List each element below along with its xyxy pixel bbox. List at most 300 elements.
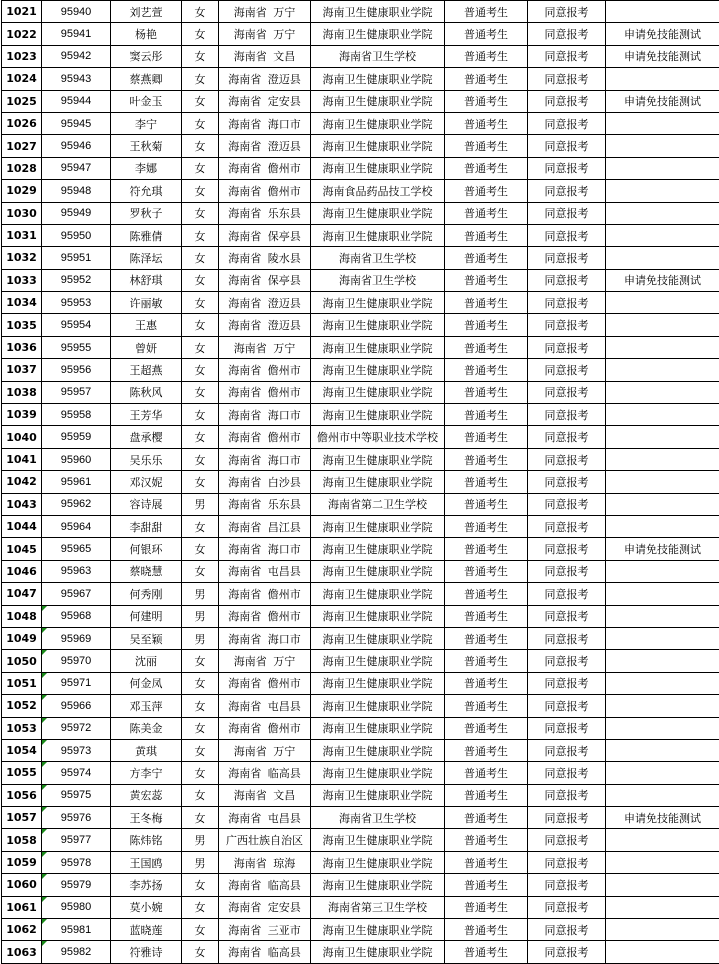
- table-row: [2, 739, 719, 761]
- table-row: [2, 1, 719, 23]
- school-cell: 海南卫生健康职业学院: [311, 695, 445, 717]
- school-cell: 海南卫生健康职业学院: [311, 157, 445, 179]
- table-row: [2, 919, 719, 941]
- gender-cell: 男: [182, 583, 219, 605]
- approval-status-cell: 同意报考: [528, 583, 606, 605]
- table-row: [2, 784, 719, 806]
- approval-status-cell: 同意报考: [528, 448, 606, 470]
- note-cell: [606, 180, 719, 202]
- exam-id-text: 95980: [61, 901, 92, 913]
- note-cell: [606, 941, 719, 963]
- table-row: [2, 135, 719, 157]
- error-indicator-icon: [42, 807, 47, 812]
- error-indicator-icon: [42, 897, 47, 902]
- exam-id-cell: [42, 605, 111, 627]
- approval-status-cell: 同意报考: [528, 471, 606, 493]
- region-cell: 海南省 海口市: [219, 404, 311, 426]
- region-cell: 海南省 儋州市: [219, 605, 311, 627]
- gender-cell: 女: [182, 941, 219, 963]
- sequence-number-cell: 1044: [2, 515, 42, 537]
- approval-status-cell: 同意报考: [528, 381, 606, 403]
- approval-status-cell: 同意报考: [528, 269, 606, 291]
- note-cell: [606, 672, 719, 694]
- gender-cell: 女: [182, 202, 219, 224]
- gender-cell: 女: [182, 292, 219, 314]
- note-cell: [606, 471, 719, 493]
- approval-status-cell: 同意报考: [528, 851, 606, 873]
- error-indicator-icon: [42, 785, 47, 790]
- region-cell: 海南省 澄迈县: [219, 292, 311, 314]
- region-cell: 海南省 儋州市: [219, 157, 311, 179]
- table-row: [2, 807, 719, 829]
- sequence-number-cell: 1031: [2, 224, 42, 246]
- approval-status-cell: 同意报考: [528, 68, 606, 90]
- name-cell: 符允琪: [111, 180, 182, 202]
- exam-id-cell: 95962: [42, 493, 111, 515]
- approval-status-cell: 同意报考: [528, 1, 606, 23]
- note-cell: [606, 157, 719, 179]
- table-row: [2, 202, 719, 224]
- school-cell: 海南省第三卫生学校: [311, 896, 445, 918]
- sequence-number-cell: 1055: [2, 762, 42, 784]
- region-cell: 海南省 澄迈县: [219, 314, 311, 336]
- name-cell: 何秀刚: [111, 583, 182, 605]
- approval-status-cell: 同意报考: [528, 919, 606, 941]
- exam-id-text: 95972: [61, 722, 92, 734]
- gender-cell: 女: [182, 23, 219, 45]
- sequence-number-cell: 1050: [2, 650, 42, 672]
- exam-id-cell: [42, 874, 111, 896]
- candidate-type-cell: 普通考生: [445, 68, 528, 90]
- school-cell: 海南卫生健康职业学院: [311, 90, 445, 112]
- candidate-type-cell: 普通考生: [445, 650, 528, 672]
- table-row: [2, 359, 719, 381]
- exam-id-cell: 95958: [42, 404, 111, 426]
- note-cell: 申请免技能测试: [606, 807, 719, 829]
- sequence-number-cell: 1025: [2, 90, 42, 112]
- exam-id-cell: 95948: [42, 180, 111, 202]
- note-cell: [606, 404, 719, 426]
- school-cell: 海南卫生健康职业学院: [311, 292, 445, 314]
- gender-cell: 男: [182, 829, 219, 851]
- region-cell: 海南省 海口市: [219, 448, 311, 470]
- sequence-number-cell: 1041: [2, 448, 42, 470]
- exam-id-text: 95976: [61, 812, 92, 824]
- table-row: [2, 404, 719, 426]
- school-cell: 海南卫生健康职业学院: [311, 605, 445, 627]
- note-cell: [606, 493, 719, 515]
- applicant-table: [1, 0, 719, 964]
- gender-cell: 女: [182, 807, 219, 829]
- school-cell: 海南卫生健康职业学院: [311, 829, 445, 851]
- candidate-type-cell: 普通考生: [445, 762, 528, 784]
- candidate-type-cell: 普通考生: [445, 919, 528, 941]
- table-row: [2, 672, 719, 694]
- approval-status-cell: 同意报考: [528, 493, 606, 515]
- name-cell: 叶金玉: [111, 90, 182, 112]
- gender-cell: 女: [182, 784, 219, 806]
- note-cell: [606, 851, 719, 873]
- candidate-type-cell: 普通考生: [445, 23, 528, 45]
- school-cell: 海南省卫生学校: [311, 45, 445, 67]
- sequence-number-cell: 1062: [2, 919, 42, 941]
- table-row: [2, 68, 719, 90]
- sequence-number-cell: 1034: [2, 292, 42, 314]
- table-row: [2, 23, 719, 45]
- approval-status-cell: 同意报考: [528, 112, 606, 134]
- name-cell: 陈美金: [111, 717, 182, 739]
- name-cell: 吴乐乐: [111, 448, 182, 470]
- note-cell: [606, 292, 719, 314]
- gender-cell: 女: [182, 45, 219, 67]
- sequence-number-cell: 1061: [2, 896, 42, 918]
- approval-status-cell: 同意报考: [528, 762, 606, 784]
- name-cell: 李宁: [111, 112, 182, 134]
- error-indicator-icon: [42, 628, 47, 633]
- name-cell: 李娜: [111, 157, 182, 179]
- exam-id-text: 95971: [61, 677, 92, 689]
- note-cell: [606, 784, 719, 806]
- gender-cell: 男: [182, 493, 219, 515]
- sequence-number-cell: 1023: [2, 45, 42, 67]
- sequence-number-cell: 1037: [2, 359, 42, 381]
- school-cell: 海南省第二卫生学校: [311, 493, 445, 515]
- region-cell: 海南省 儋州市: [219, 381, 311, 403]
- sequence-number-cell: 1026: [2, 112, 42, 134]
- candidate-type-cell: 普通考生: [445, 851, 528, 873]
- exam-id-cell: [42, 919, 111, 941]
- error-indicator-icon: [42, 941, 47, 946]
- exam-id-cell: 95947: [42, 157, 111, 179]
- region-cell: 海南省 白沙县: [219, 471, 311, 493]
- candidate-type-cell: 普通考生: [445, 404, 528, 426]
- note-cell: 申请免技能测试: [606, 269, 719, 291]
- table-row: [2, 941, 719, 963]
- sequence-number-cell: 1042: [2, 471, 42, 493]
- region-cell: 海南省 保亭县: [219, 269, 311, 291]
- approval-status-cell: 同意报考: [528, 157, 606, 179]
- exam-id-cell: 95965: [42, 538, 111, 560]
- gender-cell: 女: [182, 695, 219, 717]
- candidate-type-cell: 普通考生: [445, 941, 528, 963]
- exam-id-cell: 95951: [42, 247, 111, 269]
- note-cell: [606, 583, 719, 605]
- school-cell: 海南卫生健康职业学院: [311, 448, 445, 470]
- name-cell: 王惠: [111, 314, 182, 336]
- note-cell: [606, 695, 719, 717]
- name-cell: 陈泽坛: [111, 247, 182, 269]
- candidate-type-cell: 普通考生: [445, 202, 528, 224]
- approval-status-cell: 同意报考: [528, 292, 606, 314]
- note-cell: [606, 896, 719, 918]
- table-row: [2, 762, 719, 784]
- region-cell: 海南省 万宁: [219, 23, 311, 45]
- sequence-number-cell: 1046: [2, 560, 42, 582]
- error-indicator-icon: [42, 650, 47, 655]
- table-row: [2, 560, 719, 582]
- candidate-type-cell: 普通考生: [445, 538, 528, 560]
- school-cell: 海南卫生健康职业学院: [311, 650, 445, 672]
- gender-cell: 男: [182, 851, 219, 873]
- exam-id-cell: 95967: [42, 583, 111, 605]
- note-cell: 申请免技能测试: [606, 45, 719, 67]
- approval-status-cell: 同意报考: [528, 560, 606, 582]
- name-cell: 邓汉妮: [111, 471, 182, 493]
- exam-id-cell: 95941: [42, 23, 111, 45]
- sequence-number-cell: 1049: [2, 627, 42, 649]
- error-indicator-icon: [42, 762, 47, 767]
- exam-id-text: 95977: [61, 834, 92, 846]
- candidate-type-cell: 普通考生: [445, 45, 528, 67]
- school-cell: 海南卫生健康职业学院: [311, 68, 445, 90]
- gender-cell: 女: [182, 359, 219, 381]
- error-indicator-icon: [42, 740, 47, 745]
- school-cell: 海南省卫生学校: [311, 807, 445, 829]
- note-cell: [606, 68, 719, 90]
- name-cell: 杨艳: [111, 23, 182, 45]
- table-body: [2, 1, 719, 964]
- candidate-type-cell: 普通考生: [445, 359, 528, 381]
- exam-id-text: 95975: [61, 789, 92, 801]
- sequence-number-cell: 1057: [2, 807, 42, 829]
- note-cell: [606, 112, 719, 134]
- sequence-number-cell: 1039: [2, 404, 42, 426]
- candidate-type-cell: 普通考生: [445, 739, 528, 761]
- school-cell: 海南卫生健康职业学院: [311, 627, 445, 649]
- error-indicator-icon: [42, 695, 47, 700]
- exam-id-text: 95982: [61, 946, 92, 958]
- school-cell: 海南卫生健康职业学院: [311, 1, 445, 23]
- note-cell: [606, 560, 719, 582]
- region-cell: 海南省 万宁: [219, 336, 311, 358]
- name-cell: 沈丽: [111, 650, 182, 672]
- exam-id-cell: [42, 762, 111, 784]
- note-cell: [606, 381, 719, 403]
- candidate-type-cell: 普通考生: [445, 874, 528, 896]
- candidate-type-cell: 普通考生: [445, 381, 528, 403]
- school-cell: 海南卫生健康职业学院: [311, 224, 445, 246]
- gender-cell: 女: [182, 90, 219, 112]
- error-indicator-icon: [42, 829, 47, 834]
- school-cell: 海南卫生健康职业学院: [311, 919, 445, 941]
- approval-status-cell: 同意报考: [528, 739, 606, 761]
- gender-cell: 女: [182, 672, 219, 694]
- candidate-type-cell: 普通考生: [445, 336, 528, 358]
- candidate-type-cell: 普通考生: [445, 829, 528, 851]
- gender-cell: 女: [182, 538, 219, 560]
- school-cell: 海南卫生健康职业学院: [311, 538, 445, 560]
- approval-status-cell: 同意报考: [528, 314, 606, 336]
- name-cell: 何银环: [111, 538, 182, 560]
- candidate-type-cell: 普通考生: [445, 583, 528, 605]
- candidate-type-cell: 普通考生: [445, 269, 528, 291]
- exam-id-cell: 95957: [42, 381, 111, 403]
- school-cell: 海南卫生健康职业学院: [311, 202, 445, 224]
- name-cell: 吴至颖: [111, 627, 182, 649]
- sequence-number-cell: 1028: [2, 157, 42, 179]
- name-cell: 黄琪: [111, 739, 182, 761]
- region-cell: 海南省 保亭县: [219, 224, 311, 246]
- exam-id-text: 95969: [61, 633, 92, 645]
- exam-id-text: 95966: [61, 700, 92, 712]
- table-row: [2, 583, 719, 605]
- gender-cell: 女: [182, 112, 219, 134]
- note-cell: [606, 359, 719, 381]
- approval-status-cell: 同意报考: [528, 829, 606, 851]
- note-cell: 申请免技能测试: [606, 23, 719, 45]
- school-cell: 海南卫生健康职业学院: [311, 135, 445, 157]
- exam-id-cell: 95954: [42, 314, 111, 336]
- school-cell: 海南卫生健康职业学院: [311, 359, 445, 381]
- sequence-number-cell: 1051: [2, 672, 42, 694]
- table-row: [2, 851, 719, 873]
- region-cell: 海南省 昌江县: [219, 515, 311, 537]
- candidate-type-cell: 普通考生: [445, 695, 528, 717]
- sequence-number-cell: 1032: [2, 247, 42, 269]
- approval-status-cell: 同意报考: [528, 695, 606, 717]
- sequence-number-cell: 1036: [2, 336, 42, 358]
- table-row: [2, 224, 719, 246]
- school-cell: 海南卫生健康职业学院: [311, 314, 445, 336]
- table-row: [2, 157, 719, 179]
- name-cell: 盘承樱: [111, 426, 182, 448]
- region-cell: 海南省 海口市: [219, 112, 311, 134]
- name-cell: 王国鸥: [111, 851, 182, 873]
- approval-status-cell: 同意报考: [528, 23, 606, 45]
- note-cell: [606, 336, 719, 358]
- sequence-number-cell: 1043: [2, 493, 42, 515]
- error-indicator-icon: [42, 606, 47, 611]
- name-cell: 符雅诗: [111, 941, 182, 963]
- candidate-type-cell: 普通考生: [445, 1, 528, 23]
- region-cell: 广西壮族自治区: [219, 829, 311, 851]
- note-cell: [606, 650, 719, 672]
- candidate-type-cell: 普通考生: [445, 717, 528, 739]
- name-cell: 许丽敏: [111, 292, 182, 314]
- sequence-number-cell: 1058: [2, 829, 42, 851]
- sequence-number-cell: 1056: [2, 784, 42, 806]
- table-row: [2, 292, 719, 314]
- note-cell: 申请免技能测试: [606, 90, 719, 112]
- note-cell: [606, 202, 719, 224]
- name-cell: 莫小婉: [111, 896, 182, 918]
- exam-id-cell: 95964: [42, 515, 111, 537]
- exam-id-cell: 95953: [42, 292, 111, 314]
- school-cell: 海南卫生健康职业学院: [311, 381, 445, 403]
- exam-id-cell: [42, 650, 111, 672]
- region-cell: 海南省 文昌: [219, 784, 311, 806]
- candidate-type-cell: 普通考生: [445, 807, 528, 829]
- exam-id-cell: [42, 851, 111, 873]
- name-cell: 曾妍: [111, 336, 182, 358]
- gender-cell: 女: [182, 180, 219, 202]
- sequence-number-cell: 1035: [2, 314, 42, 336]
- sequence-number-cell: 1024: [2, 68, 42, 90]
- exam-id-cell: [42, 627, 111, 649]
- region-cell: 海南省 乐东县: [219, 202, 311, 224]
- region-cell: 海南省 万宁: [219, 650, 311, 672]
- exam-id-cell: 95945: [42, 112, 111, 134]
- candidate-type-cell: 普通考生: [445, 515, 528, 537]
- exam-id-cell: 95943: [42, 68, 111, 90]
- name-cell: 蓝晓莲: [111, 919, 182, 941]
- region-cell: 海南省 临高县: [219, 762, 311, 784]
- approval-status-cell: 同意报考: [528, 896, 606, 918]
- approval-status-cell: 同意报考: [528, 538, 606, 560]
- error-indicator-icon: [42, 673, 47, 678]
- note-cell: [606, 448, 719, 470]
- exam-id-text: 95970: [61, 655, 92, 667]
- table-row: [2, 471, 719, 493]
- region-cell: 海南省 儋州市: [219, 359, 311, 381]
- exam-id-cell: [42, 695, 111, 717]
- sequence-number-cell: 1030: [2, 202, 42, 224]
- exam-id-cell: 95963: [42, 560, 111, 582]
- note-cell: [606, 515, 719, 537]
- exam-id-cell: [42, 739, 111, 761]
- approval-status-cell: 同意报考: [528, 90, 606, 112]
- region-cell: 海南省 定安县: [219, 896, 311, 918]
- gender-cell: 女: [182, 1, 219, 23]
- exam-id-cell: [42, 672, 111, 694]
- note-cell: [606, 717, 719, 739]
- school-cell: 海南卫生健康职业学院: [311, 583, 445, 605]
- approval-status-cell: 同意报考: [528, 807, 606, 829]
- name-cell: 何建明: [111, 605, 182, 627]
- exam-id-cell: [42, 896, 111, 918]
- sequence-number-cell: 1040: [2, 426, 42, 448]
- region-cell: 海南省 三亚市: [219, 919, 311, 941]
- table-row: [2, 515, 719, 537]
- approval-status-cell: 同意报考: [528, 874, 606, 896]
- school-cell: 海南卫生健康职业学院: [311, 112, 445, 134]
- sequence-number-cell: 1048: [2, 605, 42, 627]
- gender-cell: 女: [182, 717, 219, 739]
- table-row: [2, 829, 719, 851]
- region-cell: 海南省 海口市: [219, 627, 311, 649]
- candidate-type-cell: 普通考生: [445, 448, 528, 470]
- candidate-type-cell: 普通考生: [445, 292, 528, 314]
- candidate-type-cell: 普通考生: [445, 896, 528, 918]
- school-cell: 海南卫生健康职业学院: [311, 739, 445, 761]
- school-cell: 海南卫生健康职业学院: [311, 471, 445, 493]
- exam-id-text: 95968: [61, 610, 92, 622]
- exam-id-cell: [42, 941, 111, 963]
- approval-status-cell: 同意报考: [528, 135, 606, 157]
- region-cell: 海南省 万宁: [219, 1, 311, 23]
- exam-id-text: 95981: [61, 924, 92, 936]
- candidate-type-cell: 普通考生: [445, 135, 528, 157]
- candidate-type-cell: 普通考生: [445, 180, 528, 202]
- table-row: [2, 45, 719, 67]
- name-cell: 李苏扬: [111, 874, 182, 896]
- exam-id-cell: 95942: [42, 45, 111, 67]
- school-cell: 海南卫生健康职业学院: [311, 941, 445, 963]
- gender-cell: 女: [182, 68, 219, 90]
- sequence-number-cell: 1060: [2, 874, 42, 896]
- table-row: [2, 627, 719, 649]
- region-cell: 海南省 屯昌县: [219, 695, 311, 717]
- name-cell: 何金凤: [111, 672, 182, 694]
- school-cell: 海南卫生健康职业学院: [311, 336, 445, 358]
- school-cell: 海南卫生健康职业学院: [311, 672, 445, 694]
- table-row: [2, 112, 719, 134]
- sequence-number-cell: 1052: [2, 695, 42, 717]
- table-row: [2, 448, 719, 470]
- approval-status-cell: 同意报考: [528, 672, 606, 694]
- region-cell: 海南省 儋州市: [219, 583, 311, 605]
- sequence-number-cell: 1053: [2, 717, 42, 739]
